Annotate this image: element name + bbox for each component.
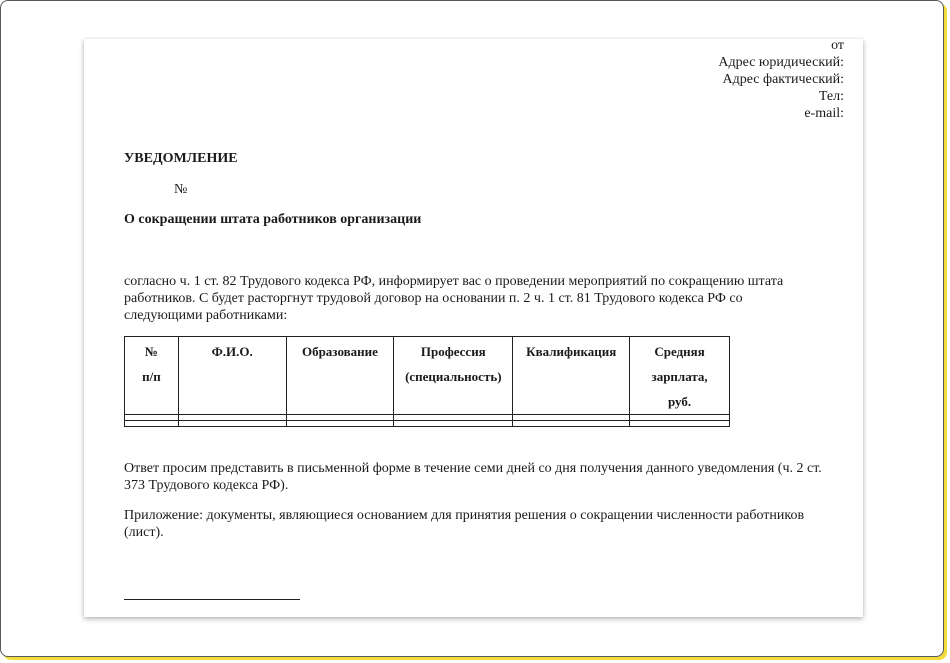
- actual-address-label: Адрес фактический:: [722, 72, 844, 87]
- attachment-paragraph: Приложение: документы, являющиеся основанием для принятия решения о сокращении численности работников (лист).: [124, 508, 805, 540]
- sender-address-block: [718, 39, 844, 122]
- table-row: [125, 421, 730, 427]
- document-page: [84, 39, 863, 617]
- employees-table: [124, 336, 730, 427]
- column-header-profession: Профессия (специальность): [394, 337, 513, 415]
- column-header-salary: Средняя зарплата, руб.: [630, 337, 730, 415]
- table-header-row: [125, 337, 730, 415]
- document-title: УВЕДОМЛЕНИЕ: [124, 151, 238, 166]
- phone-label: Тел:: [818, 89, 844, 104]
- signature-line: [124, 599, 300, 600]
- email-label: e-mail:: [804, 106, 844, 121]
- document-subject: О сокращении штата работников организации: [124, 212, 422, 227]
- column-header-qualification: Квалификация: [513, 337, 630, 415]
- legal-address-label: Адрес юридический:: [718, 55, 844, 70]
- from-label: от: [831, 39, 844, 53]
- document-number-label: №: [174, 182, 188, 197]
- column-header-fio: Ф.И.О.: [178, 337, 286, 415]
- response-request-paragraph: Ответ просим представить в письменной форме в течение семи дней со дня получения данного уведомления (ч. 2 ст. 373 Трудового кодекса РФ).: [124, 461, 822, 493]
- column-header-education: Образование: [286, 337, 394, 415]
- column-header-number: № п/п: [125, 337, 179, 415]
- intro-paragraph: согласно ч. 1 ст. 82 Трудового кодекса РФ, информирует вас о проведении мероприятий по сокращению штата работников. С будет расторгнут трудовой договор на основании п. 2 ч. 1 ст. 81 Трудового кодекса РФ со следующими работниками:: [124, 274, 784, 323]
